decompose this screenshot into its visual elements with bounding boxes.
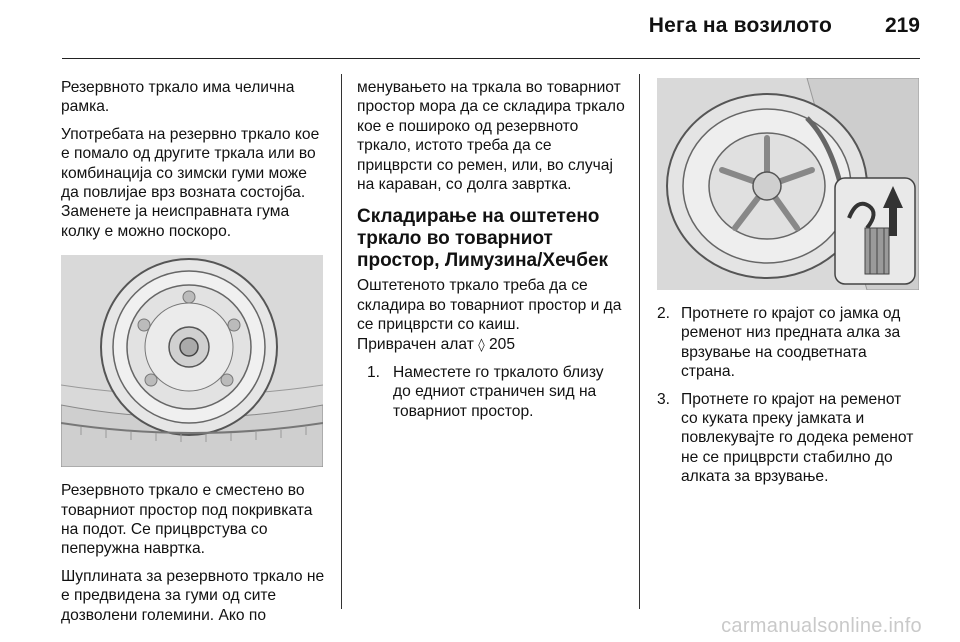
strap-illustration: [657, 78, 919, 290]
paragraph-text: Оштетеното тркало треба да се складира во товарниот простор и да се прицврсти со каиш.: [357, 277, 622, 334]
watermark: carmanualsonline.info: [721, 615, 922, 637]
column-3: [657, 78, 921, 495]
column-divider-right: [639, 74, 640, 609]
column-divider-left: [341, 74, 342, 609]
page-number: 219: [884, 14, 920, 37]
tool-reference: [357, 335, 625, 355]
header-divider: [62, 58, 920, 59]
step-number: 1.: [367, 364, 381, 382]
list-item: [657, 304, 921, 382]
paragraph: [357, 276, 625, 334]
step-text: Наместете го тркалото близу до едниот страничен sид на товарниот простор.: [393, 364, 604, 420]
section-heading: Складирање на оштетено тркало во товарниот простор, Лимузина/Хечбек: [357, 206, 609, 272]
page-title: Нега на возилото: [648, 14, 832, 37]
paragraph: Употребата на резервно тркало кое е помало од другите тркала или во комбинација со зимски гуми може да повлијае врз возната состојба. Заменете ја неисправната гума колку е можно поскоро.: [61, 125, 320, 240]
page-reference-link[interactable]: 205: [489, 335, 516, 353]
list-item: [367, 363, 625, 421]
paragraph: Резервното тркало има челична рамка.: [61, 79, 295, 116]
step-text: Протнете го крајот со јамка од ременот низ предната алка за врзување на соодветната страна.: [681, 305, 901, 381]
paragraph: Шуплината за резервното тркало не е предвидена за гуми од сите дозволени големини. Ако по: [61, 567, 325, 624]
list-item: [657, 390, 921, 487]
step-text: Протнете го крајот на ременот со куката преку јамката и повлекувајте го додека ременот не се прицврсти стабилно до алката за врзување.: [681, 390, 914, 486]
paragraph: менувањето на тркала во товарниот простор мора да се складира тркало кое е пошироко од резервното тркало, истото треба да се прицврсти со ремен, или, во случај на караван, со долга завртка.: [357, 79, 625, 194]
damaged-wheel-strap-drawing: [657, 78, 919, 290]
step-number: 3.: [657, 390, 671, 408]
spare-wheel-drawing: [61, 255, 323, 467]
tool-label: Приврачен алат: [357, 335, 474, 353]
column-1: [61, 78, 327, 633]
step-list: [357, 363, 625, 421]
step-list: [657, 304, 921, 487]
spare-wheel-illustration: [61, 255, 323, 467]
column-2: [357, 78, 625, 429]
step-number: 2.: [657, 305, 671, 322]
paragraph: Резервното тркало е сместено во товарниот простор под покривката на подот. Се прицврстува со пеперужна навртка.: [61, 482, 313, 558]
page-reference-icon: ◊: [478, 337, 485, 353]
